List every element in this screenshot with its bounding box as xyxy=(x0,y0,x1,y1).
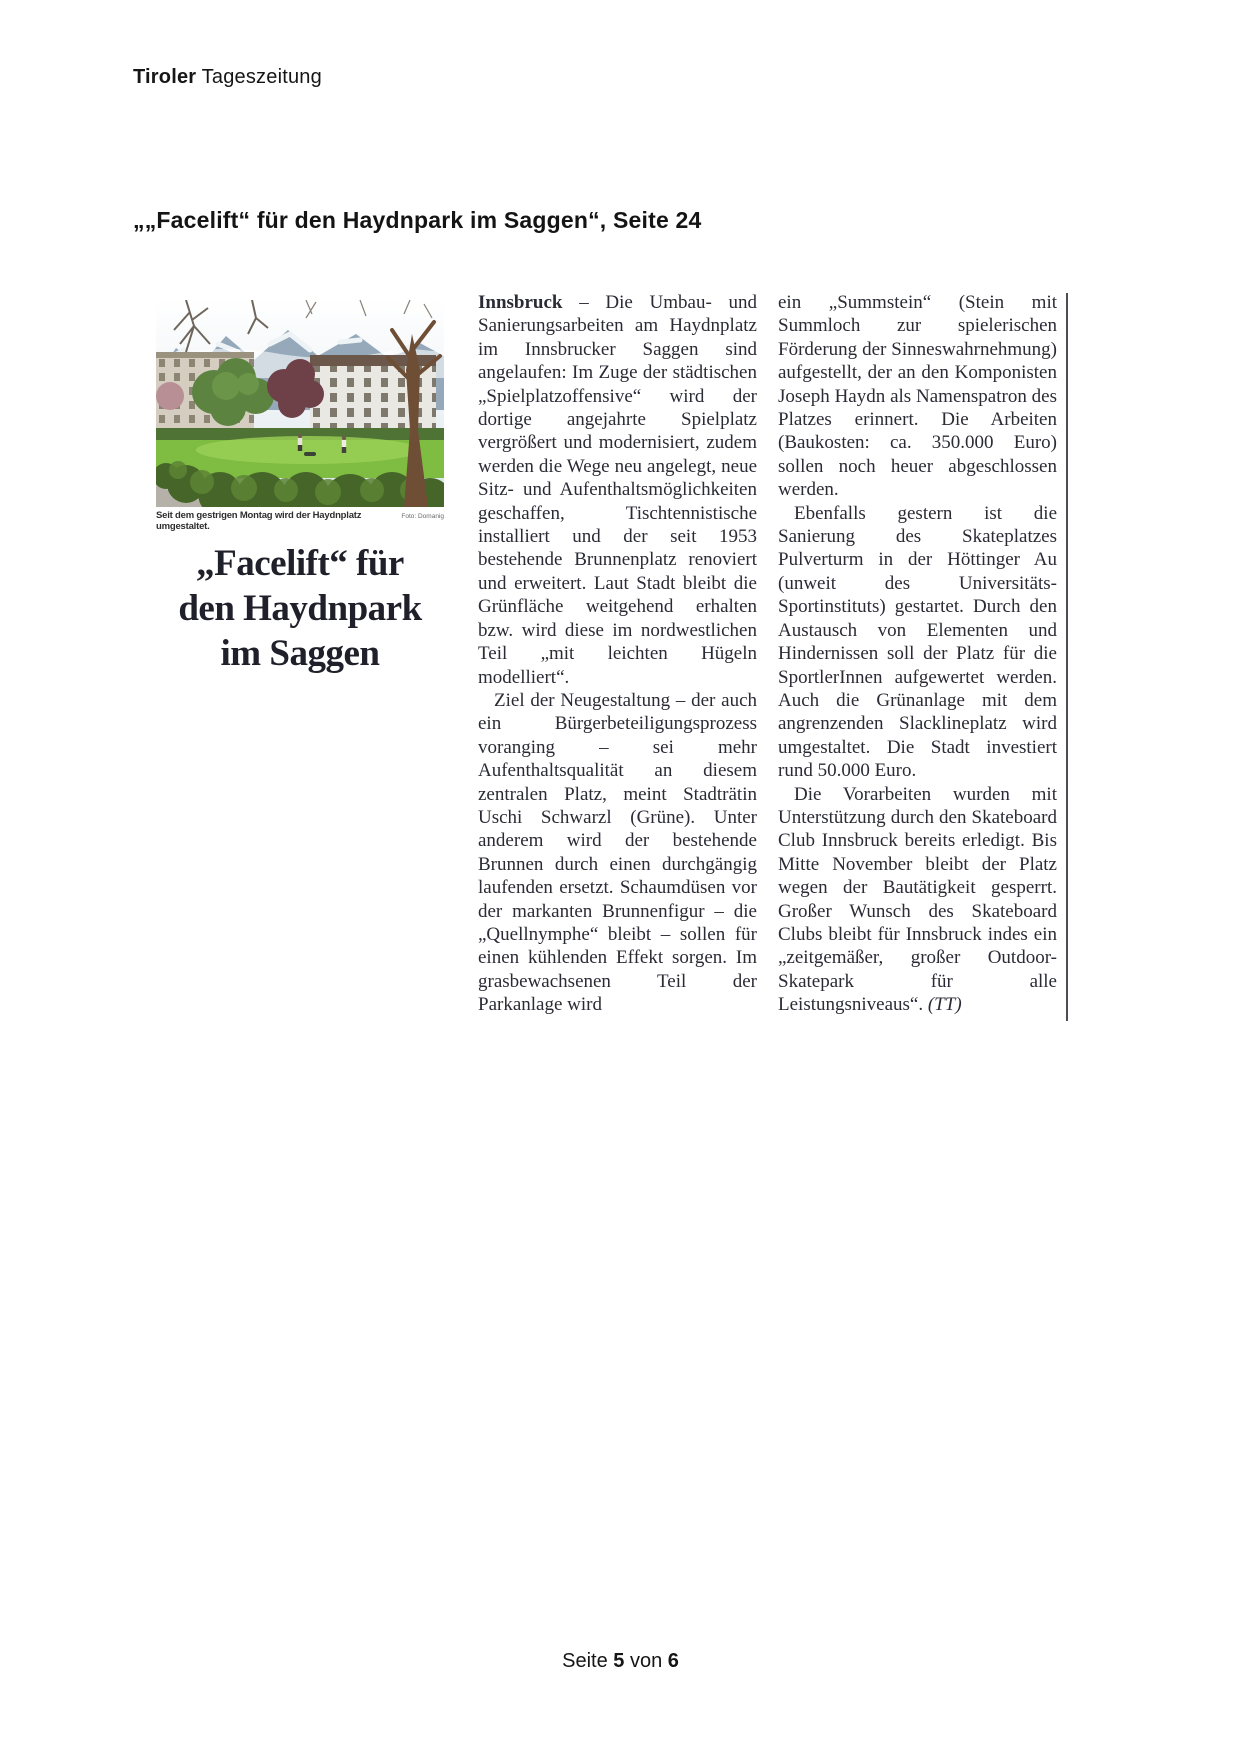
masthead xyxy=(133,66,322,89)
footer-label: Seite xyxy=(562,1650,614,1672)
park-photo-illustration xyxy=(156,300,444,507)
photo-credit: Foto: Domanig xyxy=(401,513,444,520)
paragraph xyxy=(478,291,757,689)
page-footer xyxy=(0,1650,1241,1673)
article-column-2 xyxy=(778,291,1057,1017)
headline-line: den Haydnpark xyxy=(178,588,422,629)
agency-signature: (TT) xyxy=(927,994,962,1016)
document-heading: „„Facelift“ für den Haydnpark im Saggen“, Seite 24 xyxy=(133,207,702,233)
column-divider xyxy=(1066,293,1068,1021)
article-headline xyxy=(156,541,444,676)
footer-total-pages: 6 xyxy=(667,1650,679,1672)
headline-line: „Facelift“ für xyxy=(196,543,404,584)
paragraph: Ebenfalls gestern ist die Sanierung des Skateplatzes Pulverturm in der Höttinger Au (unweit des Universitäts-Sportinstituts) gestartet. Durch den Austausch von Elementen und Hindernissen soll der Platz für die SportlerInnen aufgewertet werden. Auch die Grünanlage mit dem angrenzenden Slacklineplatz wird umgestaltet. Die Stadt investiert rund 50.000 Euro. xyxy=(778,502,1057,782)
paragraph xyxy=(778,783,1057,1017)
paragraph: Ziel der Neugestaltung – der auch ein Bürgerbeteiligungsprozess voranging – sei mehr Aufenthaltsqualität an diesem zentralen Platz, meint Stadträtin Uschi Schwarzl (Grüne). Unter anderem wird der bestehende Brunnen durch einen durchgängig laufenden ersetzt. Schaumdüsen vor der markanten Brunnenfigur – die „Quellnymphe“ bleibt – sollen für einen kühlenden Effekt sorgen. Im grasbewachsenen Teil der Parkanlage wird xyxy=(478,689,757,1016)
photo-caption-row xyxy=(156,511,444,533)
masthead-brand-rest: Tageszeitung xyxy=(196,66,322,88)
dateline: Innsbruck xyxy=(478,292,563,313)
article-column-1 xyxy=(478,291,757,1017)
photo-caption: Seit dem gestrigen Montag wird der Haydnplatz umgestaltet. xyxy=(156,510,362,532)
footer-separator: von xyxy=(624,1650,668,1672)
paragraph-text: – Die Umbau- und Sanierungsarbeiten am Haydnplatz im Innsbrucker Saggen sind angelaufen: Im Zuge der städtischen „Spielplatzoffensive“ wird der dortige angejahrte Spielplatz vergrößert und modernisiert, zudem werden die Wege neu angelegt, neue Sitz- und Aufenthaltsmöglichkeiten geschaffen, Tischtennistische installiert und der seit 1953 bestehende Brunnenplatz renoviert und erweitert. Laut Stadt bleibt die Grünfläche weitgehend erhalten bzw. wird diese im nordwestlichen Teil „mit leichten Hügeln modelliert“. xyxy=(478,292,757,688)
article-photo xyxy=(156,300,444,507)
footer-page-number: 5 xyxy=(613,1650,625,1672)
masthead-brand-bold: Tiroler xyxy=(133,66,197,88)
paragraph-text: Die Vorarbeiten wurden mit Unterstützung durch den Skateboard Club Innsbruck bereits erledigt. Bis Mitte November bleibt der Platz wegen der Bautätigkeit gesperrt. Großer Wunsch des Skateboard Clubs bleibt für Innsbruck indes ein „zeitgemäßer, großer Outdoor-Skatepark für alle Leistungsniveaus“. xyxy=(778,783,1057,1016)
headline-line: im Saggen xyxy=(220,633,380,674)
paragraph: ein „Summstein“ (Stein mit Summloch zur spielerischen Förderung der Sinneswahrnehmung) aufgestellt, der an den Komponisten Joseph Haydn als Namenspatron des Platzes erinnert. Die Arbeiten (Baukosten: ca. 350.000 Euro) sollen noch heuer abgeschlossen werden. xyxy=(778,292,1057,501)
